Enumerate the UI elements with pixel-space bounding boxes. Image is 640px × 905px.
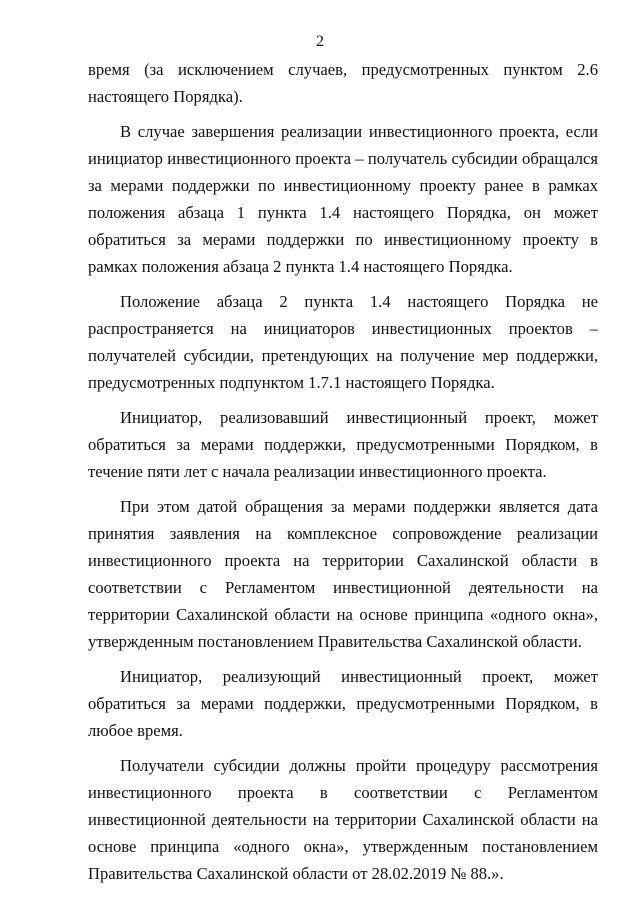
page-number: 2 bbox=[316, 33, 324, 50]
document-body bbox=[88, 56, 598, 895]
paragraph-procedure: Получатели субсидии должны пройти процедуру рассмотрения инвестиционного проекта в соответствии с Регламентом инвестиционной деятельности на территории Сахалинской области на основе принципа «одного окна», утвержденным постановлением Правительства Сахалинской области от 28.02.2019 № 88.». bbox=[88, 756, 598, 883]
paragraph-continuation: время (за исключением случаев, предусмотренных пунктом 2.6 настоящего Порядка). bbox=[88, 60, 598, 106]
paragraph-ongoing-initiator: Инициатор, реализующий инвестиционный проект, может обратиться за мерами поддержки, предусмотренными Порядком, в любое время. bbox=[88, 667, 598, 740]
paragraph-completed-initiator: Инициатор, реализовавший инвестиционный проект, может обратиться за мерами поддержки, предусмотренными Порядком, в течение пяти лет с начала реализации инвестиционного проекта. bbox=[88, 408, 598, 481]
paragraph-project-completion: В случае завершения реализации инвестиционного проекта, если инициатор инвестиционного проекта – получатель субсидии обращался за мерами поддержки по инвестиционному проекту ранее в рамках положения абзаца 1 пункта 1.4 настоящего Порядка, он может обратиться за мерами поддержки по инвестиционному проекту в рамках положения абзаца 2 пункта 1.4 настоящего Порядка. bbox=[88, 122, 598, 276]
paragraph-application-date: При этом датой обращения за мерами поддержки является дата принятия заявления на комплексное сопровождение реализации инвестиционного проекта на территории Сахалинской области в соответствии с Регламентом инвестиционной деятельности на территории Сахалинской области на основе принципа «одного окна», утвержденным постановлением Правительства Сахалинской области. bbox=[88, 497, 598, 651]
paragraph-exception: Положение абзаца 2 пункта 1.4 настоящего Порядка не распространяется на инициаторов инвестиционных проектов – получателей субсидии, претендующих на получение мер поддержки, предусмотренных подпунктом 1.7.1 настоящего Порядка. bbox=[88, 292, 598, 392]
